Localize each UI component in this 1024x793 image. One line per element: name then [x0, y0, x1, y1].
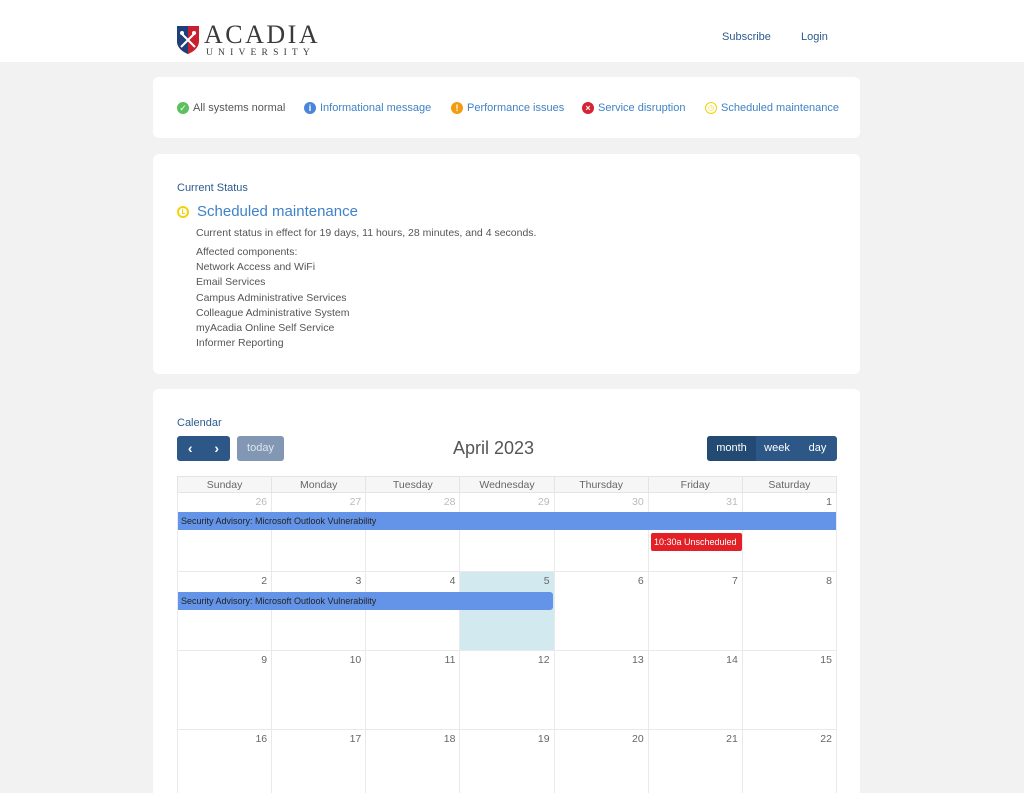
logo-title: ACADIA: [204, 20, 321, 49]
day-number: 3: [355, 575, 362, 587]
calendar-day[interactable]: [742, 651, 836, 729]
dow-monday: Monday: [271, 477, 365, 492]
dow-saturday: Saturday: [742, 477, 836, 492]
day-number: 12: [537, 654, 550, 666]
component-item: Email Services: [196, 276, 266, 289]
day-number: 20: [632, 733, 644, 745]
day-number: 14: [726, 654, 738, 666]
status-name: Scheduled maintenance: [197, 203, 358, 220]
day-number: 30: [632, 496, 644, 508]
today-button[interactable]: today: [237, 436, 284, 461]
status-duration: Current status in effect for 19 days, 11 hours, 28 minutes, and 4 seconds.: [196, 227, 537, 239]
calendar-week: [177, 572, 837, 651]
day-view-button[interactable]: day: [808, 442, 827, 454]
day-number: 26: [255, 496, 268, 508]
component-item: Campus Administrative Services: [196, 291, 347, 304]
acadia-logo[interactable]: [176, 22, 320, 59]
calendar-title: Calendar: [177, 417, 222, 429]
day-number: 13: [632, 654, 644, 666]
component-item: Colleague Administrative System: [196, 306, 350, 319]
prev-next-group: [177, 436, 230, 461]
calendar-day[interactable]: [271, 493, 365, 571]
status-legend: [153, 77, 860, 138]
calendar-card: [153, 389, 860, 793]
calendar-month-title: April 2023: [453, 438, 535, 458]
components-label: Affected components:: [196, 246, 298, 258]
calendar-day[interactable]: [742, 572, 836, 650]
day-number: 5: [543, 575, 550, 587]
calendar-day[interactable]: [271, 572, 365, 650]
exclamation-circle-icon: !: [451, 102, 463, 114]
calendar-day[interactable]: [648, 493, 742, 571]
calendar-day[interactable]: [554, 651, 648, 729]
calendar-day[interactable]: [742, 493, 836, 571]
day-number: 8: [826, 575, 832, 587]
legend-label: Scheduled maintenance: [721, 102, 840, 114]
check-circle-icon: ✓: [177, 102, 189, 114]
calendar-day[interactable]: [365, 572, 459, 650]
calendar-day[interactable]: [178, 493, 271, 571]
day-number: 27: [349, 496, 362, 508]
subscribe-link[interactable]: Subscribe: [722, 31, 771, 43]
legend-performance: [451, 102, 564, 114]
day-number: 11: [444, 654, 456, 666]
calendar-day[interactable]: [365, 493, 459, 571]
view-switcher: [707, 436, 837, 461]
day-number: 2: [261, 575, 268, 587]
day-number: 17: [349, 733, 362, 745]
current-status-card: [153, 154, 860, 374]
dow-friday: Friday: [648, 477, 742, 492]
month-view-button[interactable]: month: [707, 436, 756, 461]
dow-tuesday: Tuesday: [365, 477, 459, 492]
calendar-event[interactable]: 10:30a Unscheduled: [651, 533, 742, 551]
chevron-right-icon[interactable]: ›: [214, 440, 220, 456]
day-number: 19: [537, 733, 550, 745]
day-number: 29: [537, 496, 550, 508]
logo-subtitle: UNIVERSITY: [206, 48, 315, 58]
day-number: 31: [726, 496, 738, 508]
clock-icon: ◷: [705, 102, 717, 114]
legend-label: Informational message: [320, 102, 432, 114]
chevron-left-icon[interactable]: ‹: [187, 440, 193, 456]
legend-label: Service disruption: [598, 102, 686, 114]
top-bar: [0, 0, 1024, 62]
calendar-day[interactable]: [271, 651, 365, 729]
calendar-day[interactable]: [648, 572, 742, 650]
calendar-week: [177, 651, 837, 730]
calendar-day[interactable]: [459, 651, 553, 729]
component-item: myAcadia Online Self Service: [196, 322, 335, 335]
calendar-day[interactable]: [271, 730, 365, 793]
days-of-week-header: [177, 476, 837, 493]
legend-scheduled-maintenance: [705, 102, 839, 114]
affected-components: [196, 245, 350, 351]
day-number: 10: [349, 654, 362, 666]
day-number: 21: [726, 733, 738, 745]
status-heading: [177, 203, 358, 220]
day-number: 16: [255, 733, 268, 745]
legend-informational: [304, 102, 431, 114]
calendar-day[interactable]: [554, 730, 648, 793]
component-item: Informer Reporting: [196, 337, 284, 350]
calendar-grid: [177, 476, 837, 793]
day-number: 4: [449, 575, 456, 587]
login-link[interactable]: Login: [801, 31, 828, 43]
day-number: 7: [732, 575, 738, 587]
day-number: 18: [443, 733, 456, 745]
info-circle-icon: i: [304, 102, 316, 114]
current-status-title: Current Status: [177, 182, 248, 194]
legend-service-disruption: [582, 102, 685, 114]
calendar-day[interactable]: [742, 730, 836, 793]
calendar-day[interactable]: [554, 493, 648, 571]
calendar-day[interactable]: [648, 730, 742, 793]
legend-label: All systems normal: [193, 102, 286, 114]
calendar-week: [177, 493, 837, 572]
legend-all-systems-normal: [177, 102, 285, 114]
legend-label: Performance issues: [467, 102, 565, 114]
calendar-day[interactable]: [178, 572, 271, 650]
calendar-day[interactable]: [554, 572, 648, 650]
component-item: Network Access and WiFi: [196, 261, 316, 274]
calendar-day[interactable]: [178, 730, 271, 793]
calendar-day[interactable]: [178, 651, 271, 729]
dow-thursday: Thursday: [554, 477, 648, 492]
calendar-day-today[interactable]: [459, 572, 553, 650]
shield-icon: [176, 25, 200, 55]
week-view-button[interactable]: week: [764, 442, 790, 454]
day-number: 9: [261, 654, 268, 666]
day-number: 28: [443, 496, 456, 508]
day-number: 15: [820, 654, 832, 666]
calendar-day[interactable]: [459, 493, 553, 571]
calendar-event[interactable]: Security Advisory: Microsoft Outlook Vulnerability: [178, 592, 553, 610]
calendar-day[interactable]: [365, 651, 459, 729]
day-number: 22: [820, 733, 832, 745]
dow-wednesday: Wednesday: [459, 477, 553, 492]
calendar-day[interactable]: [648, 651, 742, 729]
calendar-day[interactable]: [459, 730, 553, 793]
calendar-event[interactable]: Security Advisory: Microsoft Outlook Vulnerability: [178, 512, 836, 530]
clock-icon: [177, 206, 189, 218]
dow-sunday: Sunday: [206, 479, 243, 491]
calendar-day[interactable]: [365, 730, 459, 793]
x-circle-icon: ×: [582, 102, 594, 114]
day-number: 6: [637, 575, 644, 587]
calendar-week: [177, 730, 837, 793]
day-number: 1: [826, 496, 832, 508]
